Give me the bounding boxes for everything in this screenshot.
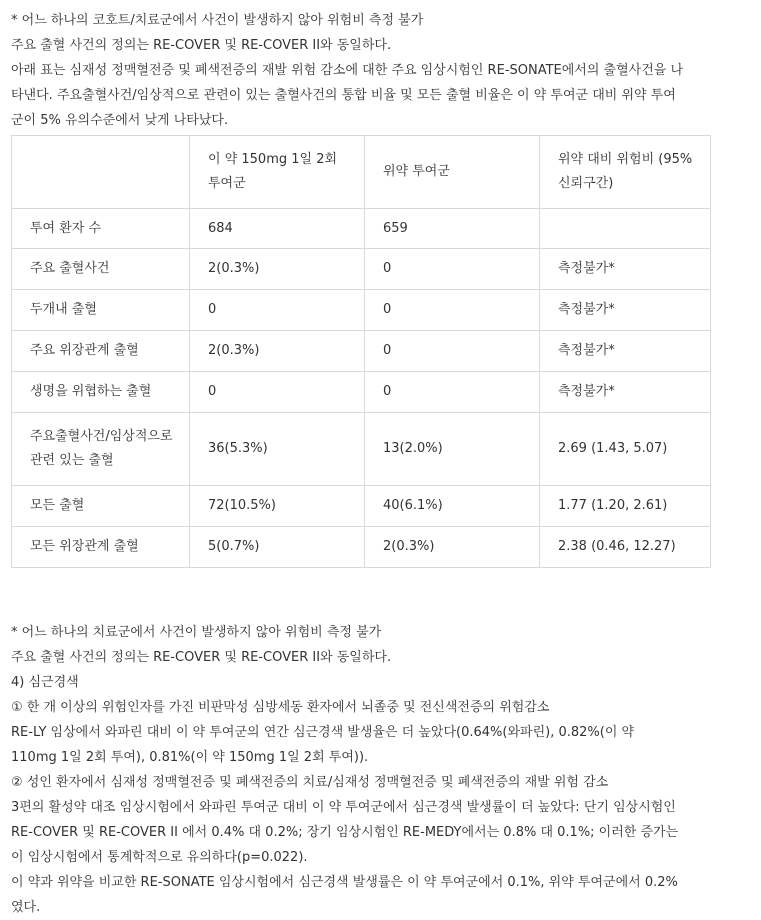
placebo-value: 0	[365, 372, 540, 413]
row-label: 모든 출혈	[12, 486, 190, 527]
item-2-text-line-1: 3편의 활성약 대조 임상시험에서 와파린 투여군 대비 이 약 투여군에서 심근경색 발생률이 더 높았다: 단기 임상시험인	[11, 800, 676, 815]
row-label: 투여 환자 수	[12, 209, 190, 249]
item-1-heading: ① 한 개 이상의 위험인자를 가진 비판막성 심방세동 환자에서 뇌졸중 및 전신색전증의 위험감소	[11, 700, 550, 715]
intro-description-line-1: 아래 표는 심재성 정맥혈전증 및 폐색전증의 재발 위험 감소에 대한 주요 임상시험인 RE-SONATE에서의 출혈사건을 나	[11, 63, 684, 78]
table-row	[12, 209, 711, 249]
item-2-text-line-3: 이 임상시험에서 통계학적으로 유의하다(p=0.022).	[11, 850, 308, 865]
hazard-ratio: 2.38 (0.46, 12.27)	[540, 527, 711, 568]
table-row	[12, 413, 711, 486]
intro-description-line-3: 군이 5% 유의수준에서 낮게 나타났다.	[11, 113, 229, 128]
after-definition: 주요 출혈 사건의 정의는 RE-COVER 및 RE-COVER II와 동일하다.	[11, 650, 392, 665]
drug-value: 36(5.3%)	[190, 413, 365, 486]
table-row	[12, 290, 711, 331]
table-row	[12, 249, 711, 290]
placebo-value: 659	[365, 209, 540, 249]
row-label: 두개내 출혈	[12, 290, 190, 331]
intro-definition: 주요 출혈 사건의 정의는 RE-COVER 및 RE-COVER II와 동일하다.	[11, 38, 392, 53]
intro-footnote: * 어느 하나의 코호트/치료군에서 사건이 발생하지 않아 위험비 측정 불가	[11, 13, 424, 28]
table-header-cell: 위약 투여군	[365, 136, 540, 209]
hazard-ratio: 측정불가*	[540, 249, 711, 290]
table-row	[12, 486, 711, 527]
item-2-heading: ② 성인 환자에서 심재성 정맥혈전증 및 폐색전증의 치료/심재성 정맥혈전증 및 폐색전증의 재발 위험 감소	[11, 775, 609, 790]
bleeding-events-table	[11, 135, 711, 568]
hazard-ratio: 측정불가*	[540, 290, 711, 331]
drug-value: 2(0.3%)	[190, 249, 365, 290]
drug-value: 684	[190, 209, 365, 249]
drug-value: 2(0.3%)	[190, 331, 365, 372]
row-label: 주요 위장관계 출혈	[12, 331, 190, 372]
drug-value: 0	[190, 290, 365, 331]
row-label: 생명을 위협하는 출혈	[12, 372, 190, 413]
document-page	[11, 8, 741, 920]
table-row	[12, 372, 711, 413]
placebo-value: 40(6.1%)	[365, 486, 540, 527]
hazard-ratio: 1.77 (1.20, 2.61)	[540, 486, 711, 527]
row-label: 모든 위장관계 출혈	[12, 527, 190, 568]
table-header-cell: 위약 대비 위험비 (95% 신뢰구간)	[540, 136, 711, 209]
placebo-value: 13(2.0%)	[365, 413, 540, 486]
hazard-ratio: 측정불가*	[540, 372, 711, 413]
row-label: 주요출혈사건/임상적으로 관련 있는 출혈	[12, 413, 190, 486]
item-2-text-line-4: 이 약과 위약을 비교한 RE-SONATE 임상시험에서 심근경색 발생률은 이 약 투여군에서 0.1%, 위약 투여군에서 0.2%	[11, 875, 678, 890]
placebo-value: 0	[365, 331, 540, 372]
item-2-text-line-2: RE-COVER 및 RE-COVER II 에서 0.4% 대 0.2%; 장기 임상시험인 RE-MEDY에서는 0.8% 대 0.1%; 이러한 증가는	[11, 825, 679, 840]
item-1-text-line-1: RE-LY 임상에서 와파린 대비 이 약 투여군의 연간 심근경색 발생율은 더 높았다(0.64%(와파린), 0.82%(이 약	[11, 725, 635, 740]
item-1-text-line-2: 110mg 1일 2회 투여), 0.81%(이 약 150mg 1일 2회 투여)).	[11, 750, 369, 765]
item-2-text-line-5: 였다.	[11, 900, 41, 915]
placebo-value: 2(0.3%)	[365, 527, 540, 568]
table-header-cell	[12, 136, 190, 209]
row-label: 주요 출혈사건	[12, 249, 190, 290]
drug-value: 0	[190, 372, 365, 413]
section-heading: 4) 심근경색	[11, 675, 79, 690]
table-row	[12, 331, 711, 372]
after-footnote: * 어느 하나의 치료군에서 사건이 발생하지 않아 위험비 측정 불가	[11, 625, 382, 640]
table-header-cell: 이 약 150mg 1일 2회 투여군	[190, 136, 365, 209]
table-row	[12, 527, 711, 568]
intro-description-line-2: 타낸다. 주요출혈사건/임상적으로 관련이 있는 출혈사건의 통합 비율 및 모든 출혈 비율은 이 약 투여군 대비 위약 투여	[11, 88, 676, 103]
placebo-value: 0	[365, 249, 540, 290]
table-header-row	[12, 136, 711, 209]
placebo-value: 0	[365, 290, 540, 331]
drug-value: 72(10.5%)	[190, 486, 365, 527]
hazard-ratio: 2.69 (1.43, 5.07)	[540, 413, 711, 486]
hazard-ratio: 측정불가*	[540, 331, 711, 372]
hazard-ratio	[540, 209, 711, 249]
drug-value: 5(0.7%)	[190, 527, 365, 568]
